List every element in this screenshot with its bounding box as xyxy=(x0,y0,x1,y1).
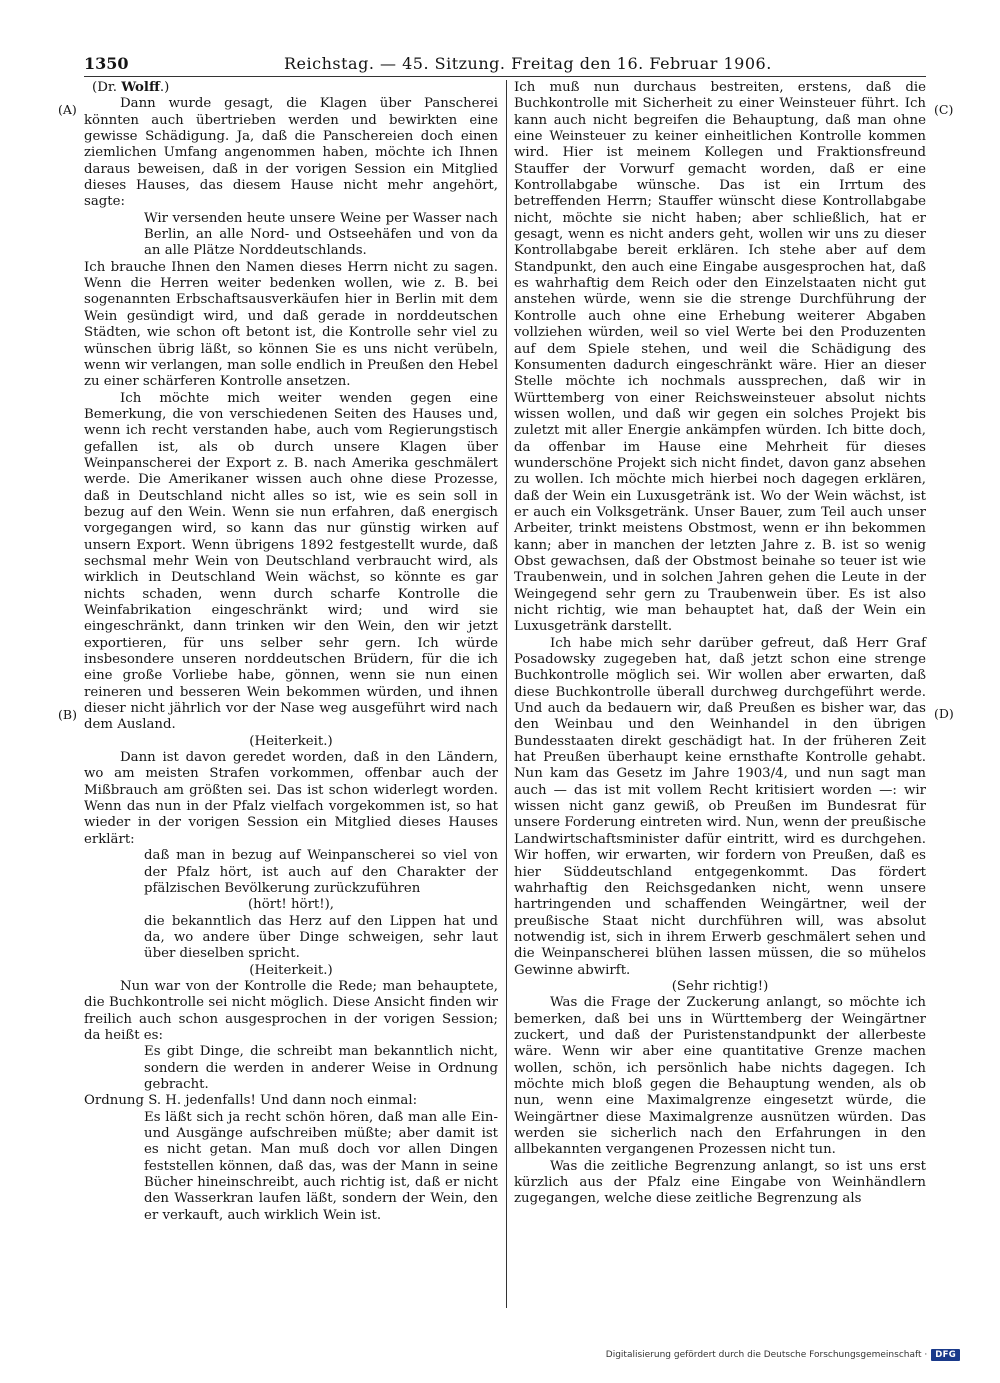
reaction: (Heiterkeit.) xyxy=(249,733,333,749)
paragraph: Nun war von der Kontrolle die Rede; man behauptete, die Buchkontrolle sei nicht möglich. Diese Ansicht finden wir freilich auch schon ausgesprochen in der vorigen Session; da heißt es: xyxy=(84,978,498,1043)
page-number: 1350 xyxy=(84,54,129,73)
column-divider xyxy=(506,80,507,1308)
reaction: (hört! hört!), xyxy=(247,897,335,913)
margin-mark-d: (D) xyxy=(934,706,954,721)
header-rule xyxy=(84,76,926,77)
speaker-prefix: (Dr. xyxy=(92,80,122,95)
dfg-logo: DFG xyxy=(931,1349,960,1361)
reaction: (Heiterkeit.) xyxy=(249,962,333,978)
page-header xyxy=(84,54,926,78)
paragraph: Ich brauche Ihnen den Namen dieses Herrn nicht zu sagen. Wenn die Herren weiter bedenken wollen, wie z. B. bei sogenannten Erbschaftsausverkäufen hier in Berlin mit dem Wein gesündigt wird, und daß gerade in norddeutschen Städten, wie schon oft betont ist, die Kontrolle sehr viel zu wünschen übrig läßt, so können Sie es uns nicht verübeln, wenn wir verlangen, man solle endlich in Preußen den Hebel zu einer schärferen Kontrolle ansetzen. xyxy=(84,259,498,390)
quotation: Es läßt sich ja recht schön hören, daß man alle Ein- und Ausgänge aufschreiben müßte; aber damit ist es nicht getan. Man muß doch vor allen Dingen feststellen können, daß das, was der Mann in seine Bücher hineinschreibt, auch richtig ist, daß er nicht den Wasserkran laufen läßt, sondern der Wein, den er verkauft, auch wirklich Wein ist. xyxy=(144,1109,498,1223)
left-column xyxy=(84,80,498,1224)
paragraph: Was die zeitliche Begrenzung anlangt, so ist uns erst kürzlich aus der Pfalz eine Eingabe von Weinhändlern zugegangen, welche diese zeitliche Begrenzung als xyxy=(514,1158,926,1207)
margin-mark-b: (B) xyxy=(58,707,77,722)
margin-mark-c: (C) xyxy=(934,102,954,117)
paragraph: Ordnung S. H. jedenfalls! Und dann noch einmal: xyxy=(84,1093,418,1109)
quotation: die bekanntlich das Herz auf den Lippen hat und da, wo andere über Dinge schweigen, sehr laut über dieselben spricht. xyxy=(144,913,498,962)
paragraph: Ich habe mich sehr darüber gefreut, daß Herr Graf Posadowsky zugegeben hat, daß jetzt schon eine strenge Buchkontrolle möglich sei. Wir wollen aber erwarten, daß diese Buchkontrolle überall durchweg durchgeführt werde. Und auch da bedauern wir, daß Preußen es bisher war, das den Weinbau und den Weinhandel in den übrigen Bundesstaaten direkt geschädigt hat. In der früheren Zeit hat Preußen überhaupt keine ernsthafte Kontrolle gehabt. Nun kam das Gesetz im Jahre 1903/4, und nun sagt man auch — das ist mit vollem Recht kritisiert worden —: wir wissen nicht ganz gewiß, ob Preußen im Bundesrat für unsere Forderung eintreten wird. Nun, wenn der preußische Landwirtschaftsminister dafür eintritt, wird es durchgehen. Wir hoffen, wir erwarten, wir fordern von Preußen, daß es hier Süddeutschland entgegenkommt. Das fördert wahrhaftig den Reichsgedanken nicht, wenn unsere hartringenden und schaffenden Weingärtner, weil der preußische Staat nicht durchführen will, was absolut notwendig ist, sich in ihrem Erwerb geschmälert sehen und die Weinpanscherei blühen lassen müssen, die so mühelos Gewinne abwirft. xyxy=(514,635,926,978)
quotation: Es gibt Dinge, die schreibt man bekanntlich nicht, sondern die werden in anderer Weise in Ordnung gebracht. xyxy=(144,1044,498,1092)
speaker-suffix: .) xyxy=(159,80,170,95)
speaker-name: Wolff xyxy=(121,80,160,95)
running-title: Reichstag. — 45. Sitzung. Freitag den 16. Februar 1906. xyxy=(284,54,772,73)
footer-credit: Digitalisierung gefördert durch die Deutsche Forschungsgemeinschaft · xyxy=(605,1350,928,1360)
paragraph: Was die Frage der Zuckerung anlangt, so möchte ich bemerken, daß bei uns in Württemberg der Weingärtner zuckert, und daß der Puristenstandpunkt der allerbeste wäre. Wenn wir aber eine quantitative Grenze machen wollen, schön, ich persönlich habe nichts dagegen. Ich möchte mich bloß gegen die Behauptung wenden, als ob nun, wenn eine Maximalgrenze eingesetzt würde, die Weingärtner diese Maximalgrenze ausnützen würden. Das werden sie sicherlich nach den Erfahrungen in den allbekannten vergangenen Prozessen nicht tun. xyxy=(514,995,926,1158)
quotation: daß man in bezug auf Weinpanscherei so viel von der Pfalz hört, ist auch auf den Charakter der pfälzischen Bevölkerung zurückzuführen xyxy=(144,848,498,896)
right-column xyxy=(514,80,926,1208)
margin-mark-a: (A) xyxy=(58,102,77,117)
speaker-attribution xyxy=(84,80,498,96)
paragraph: Ich möchte mich weiter wenden gegen eine Bemerkung, die von verschiedenen Seiten des Hauses und, wenn ich recht verstanden habe, auch vom Regierungstisch gefallen ist, als ob durch unsere Klagen über Weinpanscherei der Export z. B. nach Amerika geschmälert werde. Die Amerikaner wissen auch ohne diese Prozesse, daß in Deutschland nicht alles so ist, wie es sein soll in bezug auf den Wein. Wenn sie nun erfahren, daß energisch vorgegangen wird, so kann das nur günstig wirken auf unsern Export. Wenn übrigens 1892 festgestellt wurde, daß sechsmal mehr Wein von Deutschland verbraucht wird, als wirklich in Deutschland Wein wächst, so könnte es gar nichts schaden, wenn durch scharfe Kontrolle die Weinfabrikation eingeschränkt wird; und wird sie eingeschränkt, dann trinken wir den Wein, den wir jetzt exportieren, für uns selber sehr gern. Ich würde insbesondere unseren norddeutschen Brüdern, für die ich eine große Vorliebe habe, gönnen, wenn sie nun einen reineren und besseren Wein bekommen würden, und ihnen dieser nicht jährlich vor der Nase weg ausgeführt wird nach dem Ausland. xyxy=(84,390,498,733)
quotation: Wir versenden heute unsere Weine per Wasser nach Berlin, an alle Nord- und Ostseehäfen und von da an alle Plätze Norddeutschlands. xyxy=(144,210,498,259)
reaction: (Sehr richtig!) xyxy=(671,978,769,994)
footer xyxy=(606,1349,960,1361)
paragraph: Ich muß nun durchaus bestreiten, erstens, daß die Buchkontrolle mit Sicherheit zu einer Weinsteuer führt. Ich kann auch nicht begreifen die Behauptung, daß man ohne eine Weinsteuer zu keiner einheitlichen Kontrolle kommen wird. Hier ist meinem Kollegen und Fraktionsfreund Stauffer der Vorwurf gemacht worden, daß er eine Kontrollabgabe wünsche. Das ist ein Irrtum des betreffenden Herrn; Stauffer wünscht diese Kontrollabgabe nicht, möchte sie nicht haben; aber schließlich, hat er gesagt, wenn es nicht anders geht, wollen wir uns zu dieser Kontrollabgabe bereit erklären. Ich stehe aber auf dem Standpunkt, den auch eine Eingabe ausgesprochen hat, daß es wahrhaftig dem Reich oder den Einzelstaaten nicht gut anstehen würde, wenn sie die strenge Durchführung der Kontrolle auch ohne eine Erhebung weiterer Abgaben vollziehen würden, weil so viel Werte bei den Produzenten auf dem Spiele stehen, und weil die Schädigung des Konsumenten dadurch eingeschränkt wäre. Hier an dieser Stelle möchte ich nochmals aussprechen, daß wir in Württemberg von einer Reichsweinsteuer absolut nichts wissen wollen, und daß wir gegen ein solches Projekt bis zuletzt mit aller Energie ankämpfen würden. Ich bitte doch, da offenbar im Hause eine Mehrheit für dieses wunderschöne Projekt sich nicht findet, davon ganz absehen zu wollen. Ich möchte mich hierbei noch dagegen erklären, daß der Wein ein Luxusgetränk ist. Wo der Wein wächst, ist er auch ein Volksgetränk. Unser Bauer, zum Teil auch unser Arbeiter, trinkt meistens Obstmost, wenn er ihn bekommen kann; aber in manchen der letzten Jahre z. B. ist so wenig Obst gewachsen, daß der Obstmost beinahe so teuer ist wie Traubenwein, und in solchen Jahren gehen die Leute in der Weingegend sehr gern zu Traubenwein über. Es ist also nicht richtig, wie man behauptet hat, daß der Wein ein Luxusgetränk darstellt. xyxy=(514,80,926,635)
paragraph: Dann wurde gesagt, die Klagen über Panscherei könnten auch übertrieben werden und bewirkten eine gewisse Schädigung. Ja, daß die Panschereien doch einen ziemlichen Umfang angenommen haben, möchte ich Ihnen daraus beweisen, daß in der vorigen Session ein Mitglied dieses Hauses, das diesem Hause nicht mehr angehört, sagte: xyxy=(84,96,498,210)
paragraph: Dann ist davon geredet worden, daß in den Ländern, wo am meisten Strafen vorkommen, offenbar auch der Mißbrauch am größten sei. Das ist schon widerlegt worden. Wenn das nun in der Pfalz vielfach vorgekommen ist, so hat wieder in der vorigen Session ein Mitglied dieses Hauses erklärt: xyxy=(84,750,498,847)
